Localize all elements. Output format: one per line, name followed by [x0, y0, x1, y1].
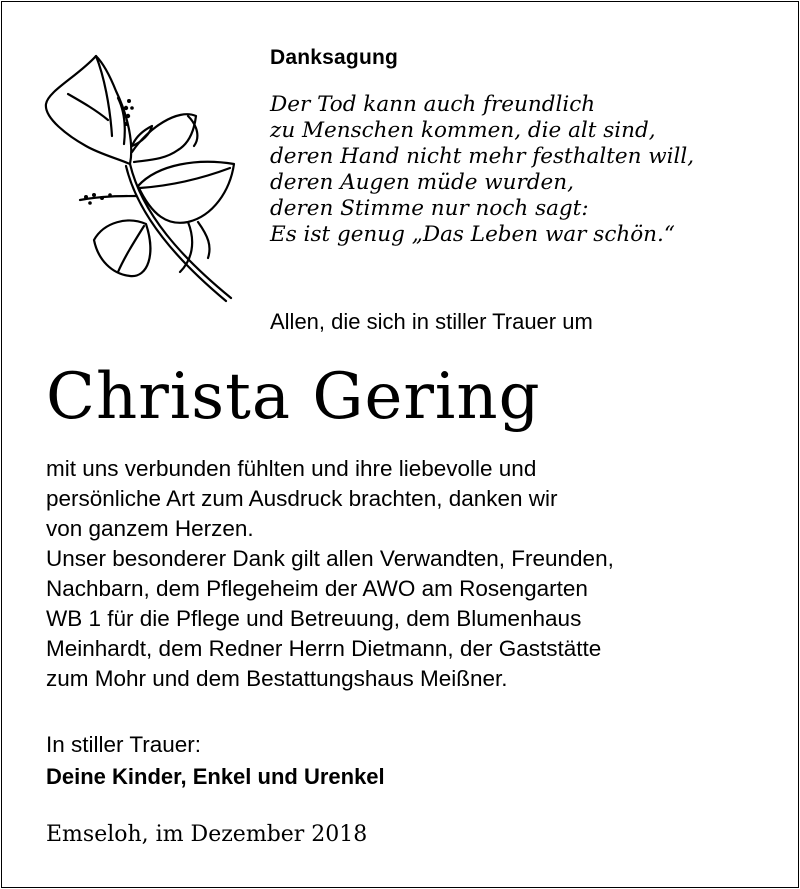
poem-block [270, 92, 694, 248]
family-signature: Deine Kinder, Enkel und Urenkel [46, 764, 385, 789]
body-line: von ganzem Herzen. [46, 516, 254, 541]
poem-line: deren Stimme nur noch sagt: [270, 196, 589, 221]
calla-lily-icon [38, 46, 238, 308]
body-line: zum Mohr und dem Bestattungshaus Meißner. [46, 666, 508, 691]
deceased-name: Christa Gering [46, 360, 541, 434]
poem-line: deren Hand nicht mehr festhalten will, [270, 144, 695, 169]
poem-line: Es ist genug „Das Leben war schön.“ [270, 222, 675, 247]
body-line: persönliche Art zum Ausdruck brachten, danken wir [46, 486, 558, 511]
poem-line: Der Tod kann auch freundlich [270, 92, 596, 117]
obituary-notice [1, 1, 799, 888]
body-line: mit uns verbunden fühlten und ihre liebevolle und [46, 456, 537, 481]
thanks-paragraph [46, 454, 614, 694]
body-line: Nachbarn, dem Pflegeheim der AWO am Rosengarten [46, 576, 588, 601]
mourning-label: In stiller Trauer: [46, 732, 202, 757]
notice-heading: Danksagung [270, 46, 399, 69]
body-line: Unser besonderer Dank gilt allen Verwandten, Freunden, [46, 546, 614, 571]
body-line: WB 1 für die Pflege und Betreuung, dem Blumenhaus [46, 606, 582, 631]
place-date: Emseloh, im Dezember 2018 [46, 822, 368, 847]
poem-line: zu Menschen kommen, die alt sind, [270, 118, 656, 143]
poem-line: deren Augen müde wurden, [270, 170, 574, 195]
body-line: Meinhardt, dem Redner Herrn Dietmann, der Gaststätte [46, 636, 602, 661]
intro-text: Allen, die sich in stiller Trauer um [270, 309, 593, 334]
